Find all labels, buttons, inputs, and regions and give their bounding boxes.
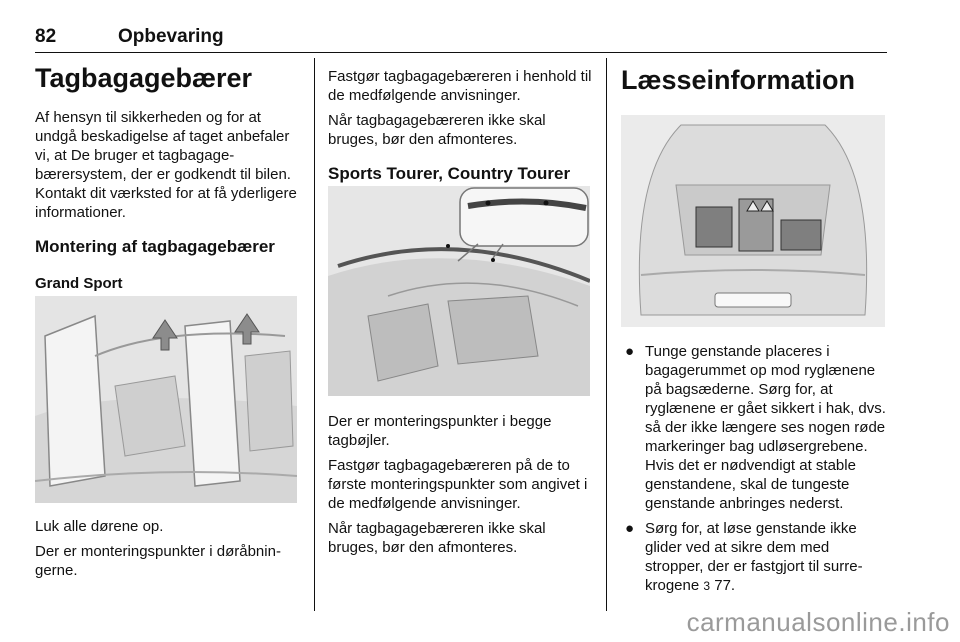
caption-open-doors: Luk alle dørene op. [35,518,164,535]
column-3 [621,64,887,96]
illustration-car-doors-open [35,296,297,503]
loading-info-list [621,342,887,596]
page-number: 82 [35,26,57,47]
column-divider-2 [606,58,607,611]
subheading-montering: Montering af tagbagagebærer [35,237,275,256]
illustration-roof-rails [328,186,590,396]
column-1-captions [35,517,303,586]
column-1 [35,62,300,293]
page-reference-icon[interactable]: 3 [703,579,711,593]
list-item [621,519,887,596]
illustration-cargo-area [621,115,885,327]
car-doors-drawing [35,296,297,503]
section-title: Opbevaring [118,26,224,47]
paragraph-fastgor-1: Fastgør tagbagagebæreren i henhold til de medfølgende anvisninger. [328,68,592,104]
model-sports-tourer: Sports Tourer, Country Tourer [328,164,571,183]
paragraph-afmonteres-2: Når tagbagagebæreren ikke skal bruges, bør den afmonteres. [328,520,546,556]
bullet-text-secure-items: Sørg for, at løse genstande ikke glider ved at sikre dem med stropper, der er fastgjort til surrekrogene [645,520,863,594]
heading-laesseinformation: Læsseinformation [621,65,856,95]
heading-tagbagagebaerer: Tagbagagebærer [35,63,253,93]
column-divider-1 [314,58,315,611]
paragraph-fastgor-2: Fastgør tagbagagebæreren på de to første monteringspunkter som angivet i de medfølgende anvisninger. [328,457,588,512]
caption-mount-points: Der er monteringspunkter i døråbningerne. [35,543,281,579]
column-3-bullets [621,342,887,602]
bullet-icon: ● [625,343,635,360]
watermark: carmanualsonline.info [686,607,950,637]
paragraph-afmonteres-1: Når tagbagagebæreren ikke skal bruges, bør den afmonteres. [328,112,546,148]
column-2-lower [328,412,596,563]
page-reference-number[interactable]: 77. [714,577,736,594]
list-item [621,342,887,513]
paragraph-tagbojler: Der er monteringspunkter i begge tagbøjler. [328,413,552,449]
model-grand-sport: Grand Sport [35,275,123,292]
bullet-text-heavy-items: Tunge genstande placeres i bagagerummet op mod ryglænene på bagsæderne. Sørg for, at ryglænene er gået sikkert i hak, dvs. så der ikke længere ses nogen røde markeringer bag udløsergrebene. Hvis det er nødvendigt at stable genstandene, skal de tungeste genstande anbringes nederst. [645,343,886,512]
bullet-icon: ● [625,520,635,537]
roof-rails-drawing [328,186,590,396]
intro-paragraph: Af hensyn til sikkerheden og for at undgå beskadigelse af taget anbefaler vi, at De bruger et tagbagagebærersystem, der er godkendt til bilen. Kontakt dit værksted for at få yderligere informationer. [35,109,297,221]
header-rule [35,52,887,53]
cargo-area-drawing [621,115,885,327]
column-2 [328,67,596,185]
